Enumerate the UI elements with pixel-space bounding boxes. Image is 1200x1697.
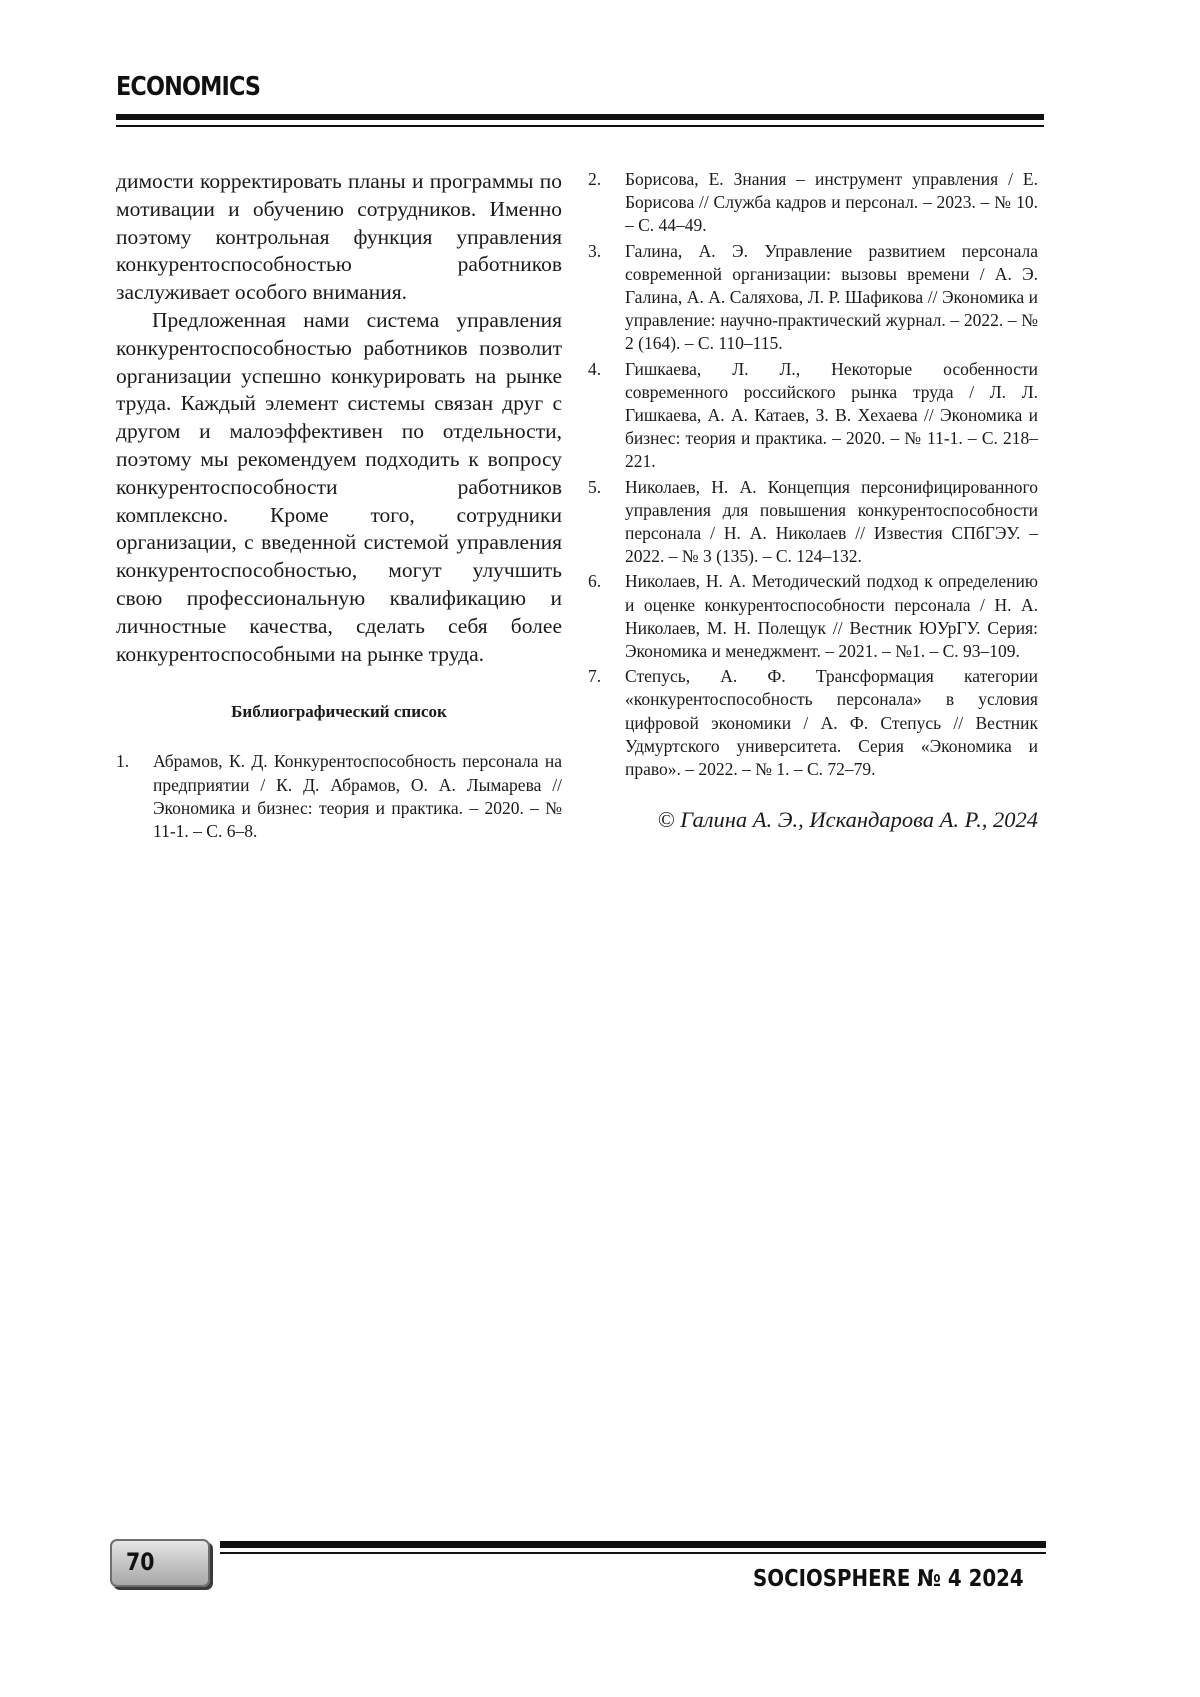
reference-number: 3.	[588, 240, 602, 261]
reference-number: 5.	[588, 476, 602, 497]
right-column	[588, 168, 1038, 835]
reference-text: Абрамов, К. Д. Конкурентоспособность персонала на предприятии / К. Д. Абрамов, О. А. Лымарева // Экономика и бизнес: теория и практика. – 2020. – № 11-1. – С. 6–8.	[153, 751, 562, 841]
body-paragraph: Предложенная нами система управления конкурентоспособностью работников позволит организации успешно конкурировать на рынке труда. Каждый элемент системы связан друг с другом и малоэффективен по отдельности, поэтому мы рекомендуем подходить к вопросу конкурентоспособности работников комплексно. Кроме того, сотрудники организации, с введенной системой управления конкурентоспособностью, могут улучшить свою профессиональную квалификацию и личностные качества, сделать себя более конкурентоспособными на рынке труда.	[116, 307, 562, 666]
reference-item	[588, 665, 1038, 781]
left-column	[116, 168, 562, 845]
reference-number: 7.	[588, 666, 602, 687]
footer-rule-thick	[220, 1541, 1046, 1548]
copyright-notice: © Галина А. Э., Искандарова А. Р., 2024	[657, 807, 1038, 833]
reference-number: 1.	[116, 751, 130, 772]
header-rule-thick	[116, 114, 1044, 120]
reference-text: Борисова, Е. Знания – инструмент управления / Е. Борисова // Служба кадров и персонал. – 2023. – № 10. – С. 44–49.	[625, 169, 1038, 236]
footer-rule-thin	[220, 1552, 1046, 1554]
reference-number: 4.	[588, 358, 602, 379]
reference-text: Галина, А. Э. Управление развитием персонала современной организации: вызовы времени / А. Э. Галина, А. А. Саляхова, Л. Р. Шафикова // Экономика и управление: научно-практический журнал. – 2022. – № 2 (164). – С. 110–115.	[625, 240, 1038, 354]
reference-text: Николаев, Н. А. Методический подход к определению и оценке конкурентоспособности персонала / Н. А. Николаев, М. Н. Полещук // Вестник ЮУрГУ. Серия: Экономика и менеджмент. – 2021. – №1. – С. 93–109.	[625, 571, 1038, 662]
header-rule-thin	[116, 125, 1044, 127]
reference-item	[588, 570, 1038, 663]
page-number-badge	[110, 1539, 210, 1587]
reference-item	[588, 240, 1038, 356]
reference-item	[116, 750, 562, 843]
reference-item	[588, 358, 1038, 474]
reference-number: 6.	[588, 571, 602, 592]
reference-text: Николаев, Н. А. Концепция персонифицированного управления для повышения конкурентоспособности персонала / Н. А. Николаев // Известия СПбГЭУ. – 2022. – № 3 (135). – С. 124–132.	[625, 476, 1038, 567]
reference-text: Гишкаева, Л. Л., Некоторые особенности современного российского рынка труда / Л. Л. Гишкаева, А. А. Катаев, З. В. Хехаева // Экономика и бизнес: теория и практика. – 2020. – № 11-1. – С. 218–221.	[625, 358, 1038, 472]
page-number: 70	[126, 1548, 155, 1576]
reference-item	[588, 476, 1038, 569]
reference-text: Степусь, А. Ф. Трансформация категории «конкурентоспособность персонала» в условия цифровой экономики / А. Ф. Степусь // Вестник Удмуртского университета. Серия «Экономика и право». – 2022. – № 1. – С. 72–79.	[625, 666, 1038, 780]
bibliography-heading: Библиографический список	[231, 702, 447, 722]
section-title: ECONOMICS	[116, 72, 261, 102]
journal-name: SOCIOSPHERE № 4 2024	[753, 1566, 1024, 1592]
reference-number: 2.	[588, 169, 602, 189]
body-paragraph: димости корректировать планы и программы по мотивации и обучению сотрудников. Именно поэтому контрольная функция управления конкурентоспособностью работников заслуживает особого внимания.	[116, 169, 562, 305]
reference-item	[588, 168, 1038, 238]
